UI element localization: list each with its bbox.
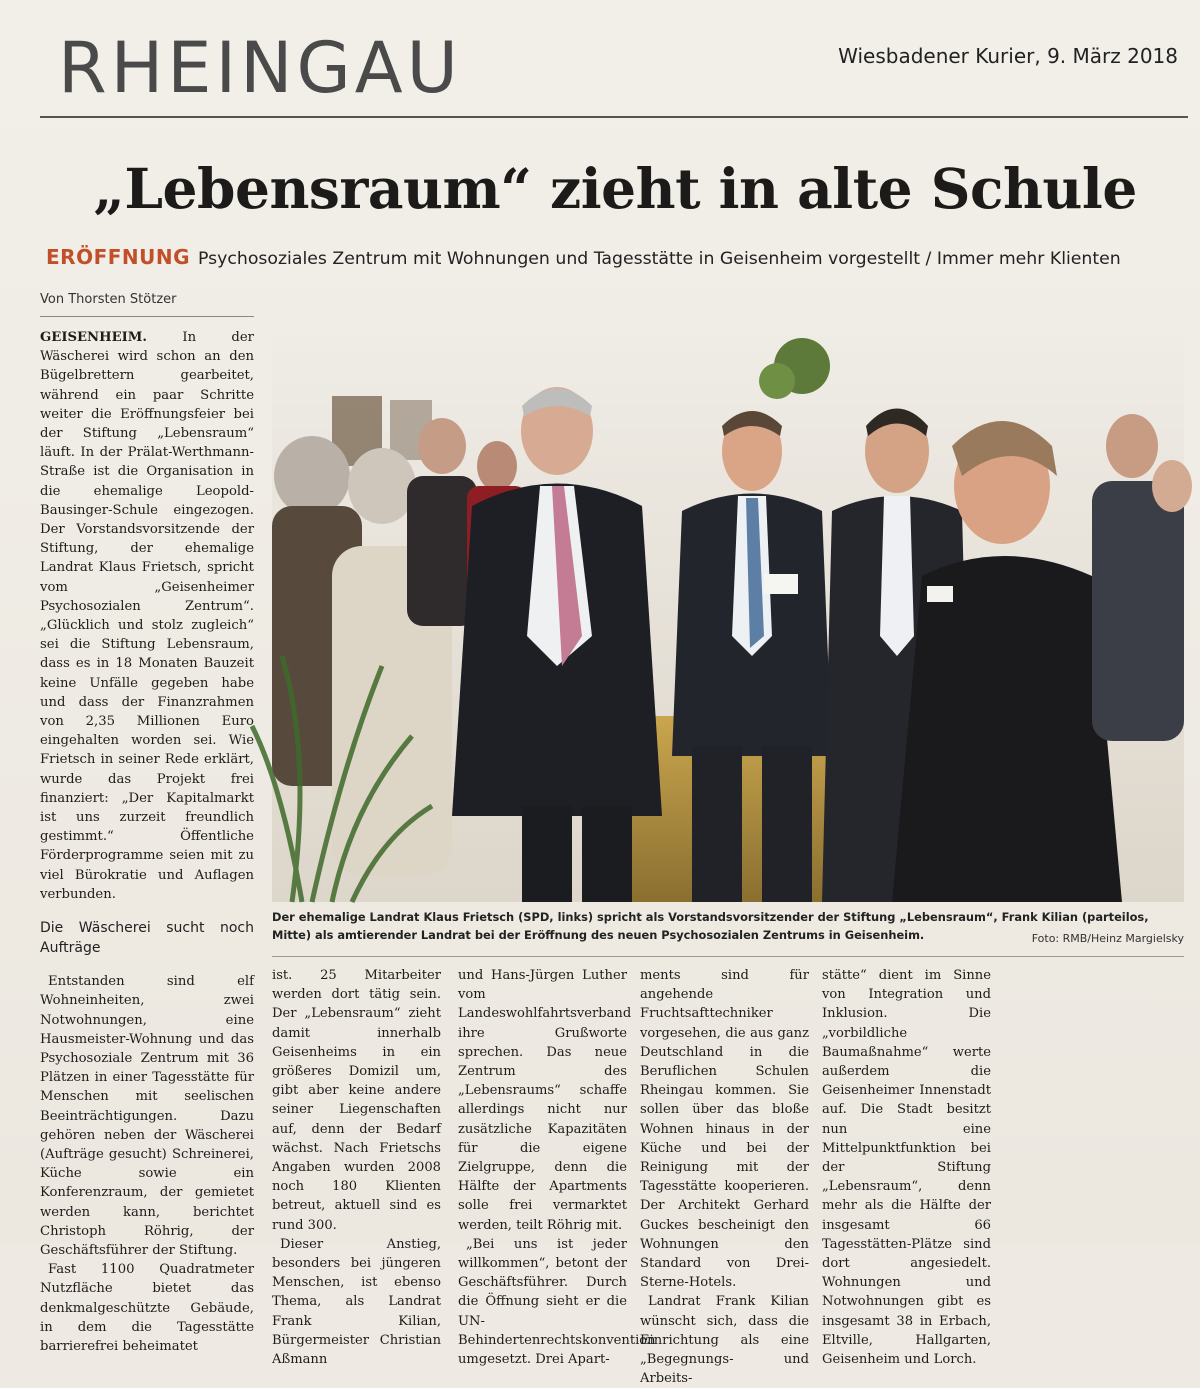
kicker: ERÖFFNUNG	[46, 245, 191, 269]
paragraph: ist. 25 Mitarbeiter werden dort tätig sein. Der „Lebensraum“ zieht damit innerhalb Geisenheims in ein größeres Domizil um, gibt aber keine andere seiner Liegenschaften auf, denn der Bedarf wächst. Nach Frietschs Angaben wurden 2008 noch 180 Klienten betreut, aktuell sind es rund 300.	[272, 968, 441, 1233]
article-column-2	[272, 966, 441, 1369]
paragraph-text: In der Wäscherei wird schon an den Bügelbrettern gearbeitet, während ein paar Schritte weiter die Eröffnungsfeier bei der Stiftung „Lebensraum“ läuft. In der Prälat-Werthmann-Straße ist die Organisation in die ehemalige Leopold-Bausinger-Schule eingezogen. Der Vorstandsvorsitzende der Stiftung, der ehemalige Landrat Klaus Frietsch, spricht vom „Geisenheimer Psychosozialen Zentrum“. „Glücklich und stolz zugleich“ sei die Stiftung Lebensraum, dass es in 18 Monaten Bauzeit keine Unfälle gegeben habe und dass der Finanzrahmen von 2,35 Millionen Euro eingehalten worden sei. Wie Frietsch in seiner Rede erklärt, wurde das Projekt frei finanziert: „Der Kapitalmarkt ist uns zurzeit freundlich gestimmt.“ Öffentliche Förderprogramme seien mit zu viel Bürokratie und Auflagen verbunden.	[40, 330, 254, 902]
paragraph: ments sind für angehende Fruchtsafttechniker vorgesehen, die aus ganz Deutschland in die Beruflichen Schulen Rheingau kommen. Sie sollen über das bloße Wohnen hinaus in der Küche und bei der Reinigung mit der Tagesstätte kooperieren. Der Architekt Gerhard Guckes bescheinigt den Wohnungen den Standard von Drei-Sterne-Hotels.	[640, 968, 809, 1291]
byline: Von Thorsten Stötzer	[40, 292, 177, 307]
paragraph	[40, 328, 254, 904]
dateline: GEISENHEIM.	[40, 330, 147, 345]
article-photo	[272, 336, 1184, 902]
byline-rule	[40, 316, 254, 317]
article-column-1	[40, 328, 254, 1356]
article-column-4	[640, 966, 809, 1388]
header-rule	[40, 116, 1188, 118]
photo-credit: Foto: RMB/Heinz Margielsky	[1031, 932, 1184, 945]
paragraph: und Hans-Jürgen Luther vom Landeswohlfahrtsverband ihre Grußworte sprechen. Das neue Zentrum des „Lebensraums“ schaffe allerdings nicht nur zusätzliche Kapazitäten für die eigene Zielgruppe, denn die Hälfte der Apartments solle frei vermarktet werden, teilt Röhrig mit.	[458, 968, 632, 1233]
paragraph: stätte“ dient im Sinne von Integration und Inklusion. Die „vorbildliche Baumaßnahme“ werte außerdem die Geisenheimer Innenstadt auf. Die Stadt besitzt nun eine Mittelpunktfunktion bei der Stiftung „Lebensraum“, denn mehr als die Hälfte der insgesamt 66 Tagesstätten-Plätze sind dort angesiedelt. Wohnungen und Notwohnungen gibt es insgesamt 38 in Erbach, Eltville, Hallgarten, Geisenheim und Lorch.	[822, 968, 991, 1368]
paragraph: Entstanden sind elf Wohneinheiten, zwei Notwohnungen, eine Hausmeister-Wohnung und das Psychosoziale Zentrum mit 36 Plätzen in einer Tagesstätte für Menschen mit seelischen Beeinträchtigungen. Dazu gehören neben der Wäscherei (Aufträge gesucht) Schreinerei, Küche sowie ein Konferenzraum, der gemietet werden kann, berichtet Christoph Röhrig, der Geschäftsführer der Stiftung.	[40, 974, 254, 1258]
interhead: Die Wäscherei sucht noch Aufträge	[40, 920, 254, 957]
paragraph: Dieser Anstieg, besonders bei jüngeren Menschen, ist ebenso Thema, als Landrat Frank Kilian, Bürgermeister Christian Aßmann	[272, 1236, 441, 1368]
paragraph: „Bei uns ist jeder willkommen“, betont der Geschäftsführer. Durch die Öffnung sieht er die UN-Behindertenrechtskonvention umgesetzt. Drei Apart-	[458, 1236, 656, 1368]
subhead-text: Psychosoziales Zentrum mit Wohnungen und Tagesstätte in Geisenheim vorgestellt / Immer mehr Klienten	[198, 249, 1121, 269]
headline: „Lebensraum“ zieht in alte Schule	[93, 156, 1137, 221]
caption-rule	[272, 956, 1184, 957]
subheadline	[46, 244, 1186, 272]
section-title: RHEINGAU	[58, 27, 462, 109]
paragraph: Fast 1100 Quadratmeter Nutzfläche bietet das denkmalgeschützte Gebäude, in dem die Tagesstätte barrierefrei beheimatet	[40, 1262, 254, 1354]
source-line: Wiesbadener Kurier, 9. März 2018	[838, 44, 1178, 68]
paragraph: Landrat Frank Kilian wünscht sich, dass die Einrichtung als eine „Begegnungs- und Arbeits-	[640, 1294, 809, 1387]
article-column-3	[458, 966, 656, 1369]
caption-text: Der ehemalige Landrat Klaus Frietsch (SPD, links) spricht als Vorstandsvorsitzender der Stiftung „Lebensraum“, Frank Kilian (parteilos, Mitte) als amtierender Landrat bei der Eröffnung des neuen Psychosozialen Zentrums in Geisenheim.	[272, 910, 1149, 942]
article-column-5	[822, 966, 991, 1369]
photo-illustration	[272, 336, 1184, 902]
